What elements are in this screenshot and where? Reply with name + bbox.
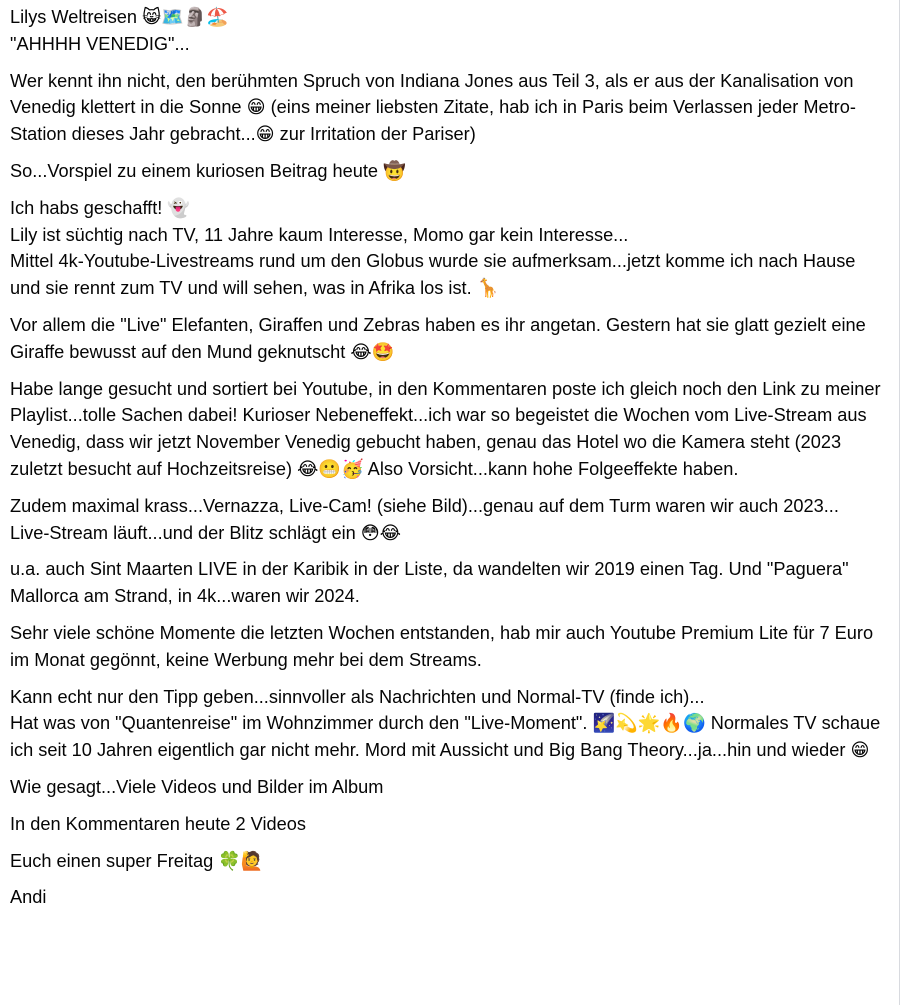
- post-title-paragraph: [10, 4, 889, 58]
- paragraph-freitag: [10, 848, 889, 875]
- paragraph-line: Habe lange gesucht und sortiert bei Youtube, in den Kommentaren poste ich gleich noch den Link zu meiner Playlist...tolle Sachen dabei! Kurioser Nebeneffekt...ich war so begeistet die Wochen vom Live-Stream aus Venedig, dass wir jetzt November Venedig gebucht haben, genau das Hotel wo die Kamera steht (2023 zuletzt besucht auf Hochzeitsreise) 😂😬🥳 Also Vorsicht...kann hohe Folgeeffekte haben.: [10, 378, 881, 479]
- paragraph-line: Wie gesagt...Viele Videos und Bilder im Album: [10, 776, 384, 797]
- paragraph-line: Kann echt nur den Tipp geben...sinnvoller als Nachrichten und Normal-TV (finde ich)...: [10, 686, 705, 707]
- paragraph-tiere: [10, 312, 889, 366]
- signature-name: Andi: [10, 887, 47, 908]
- paragraph-line: Zudem maximal krass...Vernazza, Live-Cam! (siehe Bild)...genau auf dem Turm waren wir auch 2023...: [10, 495, 839, 516]
- paragraph-sint-maarten: [10, 556, 889, 610]
- paragraph-line: Ich habs geschafft! 👻: [10, 197, 191, 218]
- post-title: Lilys Weltreisen 😸🗺️🗿🏖️: [10, 7, 229, 27]
- paragraph-line: Live-Stream läuft...und der Blitz schlägt ein 😳😂: [10, 522, 401, 543]
- paragraph-kommentare: [10, 811, 889, 838]
- paragraph-line: Wer kennt ihn nicht, den berühmten Spruch von Indiana Jones aus Teil 3, als er aus der Kanalisation von Venedig klettert in die Sonne 😁 (eins meiner liebsten Zitate, hab ich in Paris beim Verlassen jeder Metro-Station dieses Jahr gebracht...😁 zur Irritation der Pariser): [10, 70, 856, 145]
- paragraph-youtube: [10, 376, 889, 483]
- post-subtitle: "AHHHH VENEDIG"...: [10, 33, 190, 54]
- paragraph-tipp: [10, 684, 889, 764]
- paragraph-line: Hat was von "Quantenreise" im Wohnzimmer durch den "Live-Moment". 🌠💫🌟🔥🌍 Normales TV schaue ich seit 10 Jahren eigentlich gar nicht mehr. Mord mit Aussicht und Big Bang Theory...ja...hin und wieder 😁: [10, 713, 881, 761]
- paragraph-indiana-jones: [10, 68, 889, 148]
- paragraph-line: In den Kommentaren heute 2 Videos: [10, 813, 306, 834]
- paragraph-vorspiel: [10, 158, 889, 185]
- paragraph-line: So...Vorspiel zu einem kuriosen Beitrag heute 🤠: [10, 160, 406, 181]
- paragraph-line: Sehr viele schöne Momente die letzten Wochen entstanden, hab mir auch Youtube Premium Lite für 7 Euro im Monat gegönnt, keine Werbung mehr bei dem Streams.: [10, 622, 874, 670]
- paragraph-line: u.a. auch Sint Maarten LIVE in der Karibik in der Liste, da wandelten wir 2019 einen Tag. Und "Paguera" Mallorca am Strand, in 4k...waren wir 2024.: [10, 559, 849, 607]
- paragraph-line: Vor allem die "Live" Elefanten, Giraffen und Zebras haben es ihr angetan. Gestern hat sie glatt gezielt eine Giraffe bewusst auf den Mund geknutscht 😂🤩: [10, 314, 866, 362]
- post-signature: [10, 884, 889, 911]
- paragraph-album: [10, 774, 889, 801]
- paragraph-line: Lily ist süchtig nach TV, 11 Jahre kaum Interesse, Momo gar kein Interesse...: [10, 224, 629, 245]
- paragraph-vernazza: [10, 493, 889, 547]
- paragraph-geschafft: [10, 195, 889, 302]
- paragraph-line: Euch einen super Freitag 🍀🙋: [10, 850, 264, 871]
- paragraph-momente: [10, 620, 889, 674]
- paragraph-line: Mittel 4k-Youtube-Livestreams rund um den Globus wurde sie aufmerksam...jetzt komme ich nach Hause und sie rennt zum TV und will sehen, was in Afrika los ist. 🦒: [10, 251, 856, 299]
